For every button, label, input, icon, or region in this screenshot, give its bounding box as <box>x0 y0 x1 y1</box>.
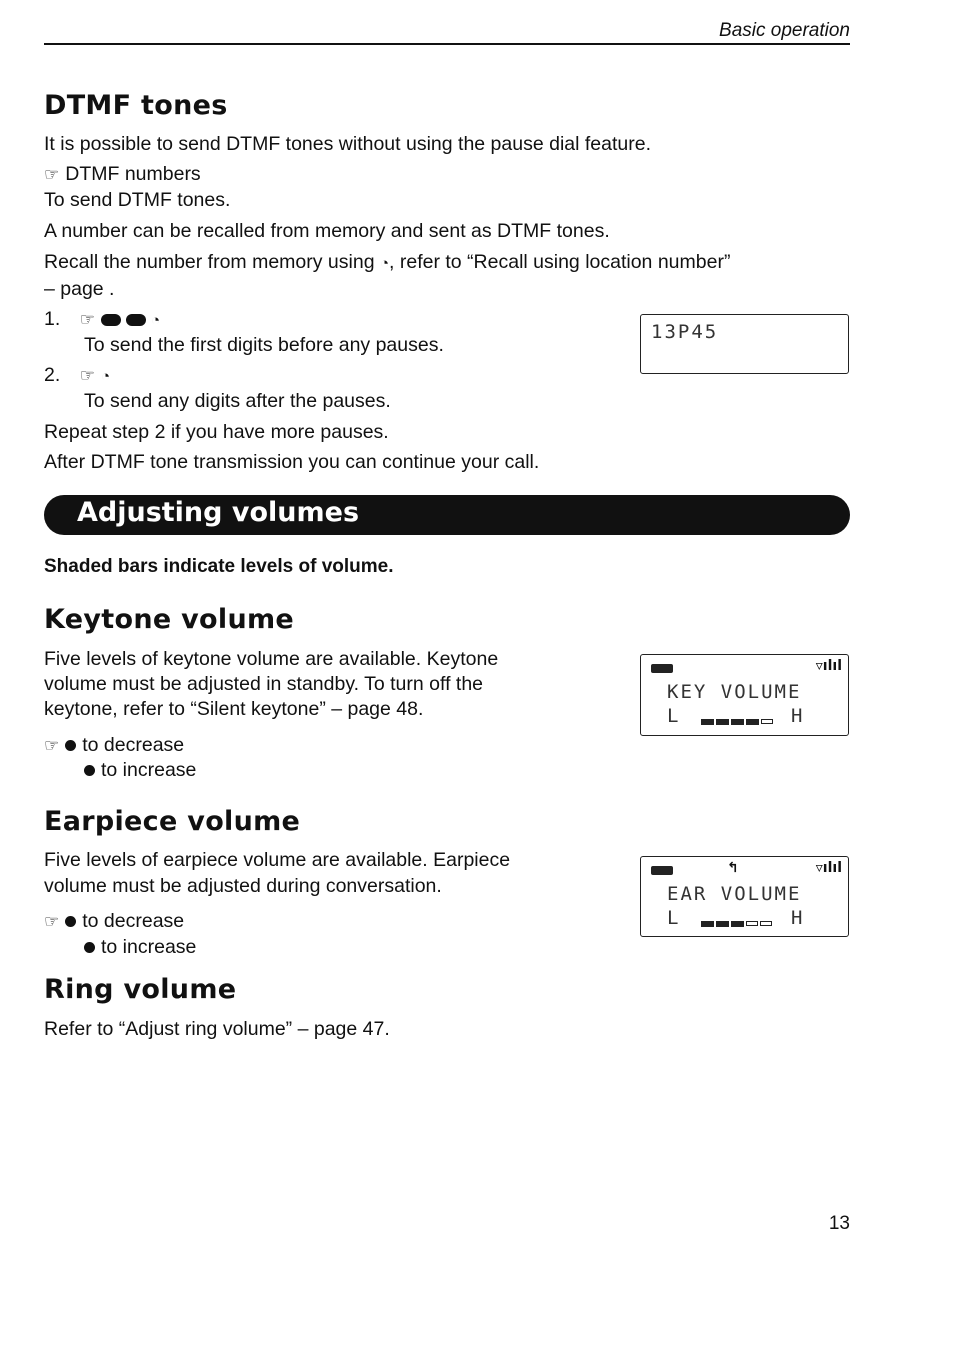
volume-segment <box>716 719 729 725</box>
pointing-hand-icon: ☞ <box>44 736 60 755</box>
step-2-number: 2. <box>44 364 61 386</box>
step-2 <box>44 362 110 390</box>
dtmf-display <box>640 314 849 374</box>
volume-segment <box>701 719 714 725</box>
earpiece-decrease <box>44 908 184 935</box>
header-rule <box>44 43 850 45</box>
pointing-hand-icon: ☞ <box>79 310 95 329</box>
keytone-display-low: L <box>667 705 681 727</box>
ring-text: Refer to “Adjust ring volume” – page 47. <box>44 1018 390 1040</box>
dtmf-ref-label: DTMF numbers <box>65 163 201 185</box>
page-number: 13 <box>828 1213 850 1234</box>
dtmf-p3-page: – page . <box>44 278 115 300</box>
volume-segment <box>716 921 729 927</box>
dtmf-intro: It is possible to send DTMF tones without using the pause dial feature. <box>44 133 651 155</box>
section-banner <box>44 495 850 535</box>
earpiece-display <box>640 856 849 937</box>
dtmf-paragraph-3 <box>44 249 730 277</box>
memory-recall-icon: ◔ <box>100 368 110 385</box>
earpiece-decrease-label: to decrease <box>82 910 185 932</box>
ring-title: Ring volume <box>44 974 237 1005</box>
volume-segment <box>731 719 744 725</box>
step-1 <box>44 306 160 334</box>
step-1-number: 1. <box>44 308 61 330</box>
earpiece-title: Earpiece volume <box>44 806 301 837</box>
earpiece-increase-label: to increase <box>101 936 197 958</box>
pointing-hand-icon: ☞ <box>44 912 60 931</box>
earpiece-increase <box>84 934 196 960</box>
earpiece-level-bar <box>701 915 774 933</box>
volume-segment <box>701 921 714 927</box>
keytone-line-3: keytone, refer to “Silent keytone” – page 48. <box>44 698 424 720</box>
volume-segment <box>746 719 759 725</box>
earpiece-line-1: Five levels of earpiece volume are available. Earpiece <box>44 849 511 871</box>
volume-segment <box>760 921 772 926</box>
round-button-icon <box>65 916 76 927</box>
keytone-decrease-label: to decrease <box>82 734 185 756</box>
dtmf-ref <box>44 161 201 188</box>
keytone-display-line: KEY VOLUME <box>667 681 802 703</box>
keytone-level-bar <box>701 713 775 731</box>
running-header: Basic operation <box>719 20 850 41</box>
dtmf-after: After DTMF tone transmission you can continue your call. <box>44 451 540 473</box>
dtmf-paragraph-2: A number can be recalled from memory and sent as DTMF tones. <box>44 220 610 242</box>
dtmf-ref-desc: To send DTMF tones. <box>44 189 231 211</box>
volume-segment <box>731 921 744 927</box>
battery-icon <box>651 664 673 673</box>
signal-strength-icon: ▿ılıl <box>815 658 842 674</box>
round-button-icon <box>84 942 95 953</box>
keytone-increase <box>84 757 196 783</box>
keytone-display-high: H <box>791 705 805 727</box>
earpiece-line-2: volume must be adjusted during conversation. <box>44 875 442 897</box>
volume-segment <box>761 719 773 724</box>
call-handset-icon: ↰ <box>727 860 739 876</box>
keytone-decrease <box>44 732 184 759</box>
keytone-line-1: Five levels of keytone volume are available. Keytone <box>44 648 499 670</box>
memory-recall-icon: ◔ <box>379 255 390 272</box>
step-1-desc: To send the first digits before any pauses. <box>84 334 444 356</box>
volume-segment <box>746 921 758 926</box>
battery-icon <box>651 866 673 875</box>
dtmf-p3-start: Recall the number from memory using <box>44 251 375 273</box>
keytone-title: Keytone volume <box>44 604 295 635</box>
signal-strength-icon: ▿ılıl <box>815 860 842 876</box>
dtmf-display-text: 13P45 <box>651 321 719 343</box>
round-button-icon <box>65 740 76 751</box>
pointing-hand-icon: ☞ <box>44 165 60 184</box>
earpiece-display-line: EAR VOLUME <box>667 883 802 905</box>
shaded-bars-note: Shaded bars indicate levels of volume. <box>44 556 394 577</box>
dtmf-title: DTMF tones <box>44 90 228 121</box>
pointing-hand-icon: ☞ <box>79 366 95 385</box>
earpiece-display-low: L <box>667 907 681 929</box>
keytone-line-2: volume must be adjusted in standby. To turn off the <box>44 673 484 695</box>
phone-key-icon <box>101 314 121 326</box>
phone-key-icon <box>126 314 146 326</box>
keytone-increase-label: to increase <box>101 759 197 781</box>
dtmf-p3-end: , refer to “Recall using location number” <box>389 251 731 273</box>
section-banner-title: Adjusting volumes <box>77 497 360 528</box>
round-button-icon <box>84 765 95 776</box>
dtmf-repeat: Repeat step 2 if you have more pauses. <box>44 421 389 443</box>
memory-recall-icon: ◔ <box>150 312 160 329</box>
step-2-desc: To send any digits after the pauses. <box>84 390 391 412</box>
keytone-display <box>640 654 849 736</box>
earpiece-display-high: H <box>791 907 805 929</box>
